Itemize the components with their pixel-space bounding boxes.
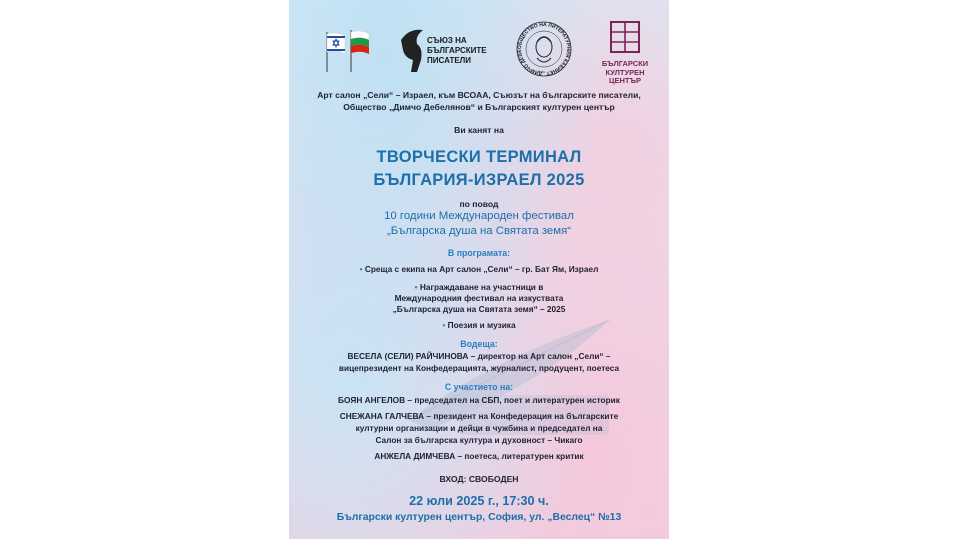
- program-item-cont: Международния фестивал на изкуствата: [394, 293, 564, 303]
- participant-line: АНЖЕЛА ДИМЧЕВА – поетеса, литературен критик: [374, 451, 584, 461]
- program-item: • Награждаване на участници в: [414, 282, 544, 292]
- seal-ring-text: ОБЩЕСТВО НА ЛИТЕРАТУРНИЯ КАБИНЕТ „ДИМЧО ДЕБЕ: [516, 21, 572, 77]
- participant-line: Салон за българска култура и духовност – Чикаго: [375, 435, 583, 445]
- occasion-line: „Българска душа на Святата земя“: [386, 225, 572, 237]
- flags-israel-bulgaria-icon: [307, 28, 371, 72]
- logo-strip: [289, 14, 669, 84]
- occasion-label: по повод: [459, 199, 499, 209]
- host-line: вицепрезидент на Конфедерацията, журналист, продуцент, поетеса: [338, 363, 620, 373]
- program-item-cont: „Българска душа на Святата земя“ – 2025: [392, 304, 566, 314]
- writers-union-line: ПИСАТЕЛИ: [427, 56, 472, 65]
- cultural-center-line: КУЛТУРЕН: [605, 67, 645, 77]
- organizers-line: Общество „Димчо Дебелянов“ и Българският културен център: [343, 102, 615, 112]
- cultural-center-logo: [595, 20, 655, 86]
- host-line: ВЕСЕЛА (СЕЛИ) РАЙЧИНОВА – директор на Арт салон „Сели“ –: [347, 351, 611, 361]
- winged-horse-icon: [397, 26, 427, 76]
- participants-heading: С участието на:: [444, 382, 514, 392]
- event-poster: [289, 0, 669, 539]
- event-date: 22 юли 2025 г., 17:30 ч.: [409, 494, 549, 508]
- participant-line: БОЯН АНГЕЛОВ – председател на СБП, поет и литературен историк: [338, 395, 620, 405]
- bkc-monogram-icon: [609, 20, 641, 56]
- writers-union-line: БЪЛГАРСКИТЕ: [427, 46, 487, 55]
- occasion-line: 10 години Международен фестивал: [384, 210, 574, 222]
- debelyanov-society-seal: [515, 20, 573, 78]
- cultural-center-line: БЪЛГАРСКИ: [601, 59, 649, 68]
- cultural-center-line: ЦЕНТЪР: [608, 76, 641, 85]
- program-item: • Среща с екипа на Арт салон „Сели“ – гр. Бат Ям, Израел: [359, 264, 599, 274]
- event-venue: Български културен център, София, ул. „Веслец“ №13: [336, 512, 622, 523]
- participant-line: културни организации и дейци в чужбина и председател на: [355, 423, 603, 433]
- host-heading: Водеща:: [460, 339, 498, 349]
- bullet-icon: •: [442, 320, 448, 330]
- writers-union-line: СЪЮЗ НА: [427, 36, 467, 45]
- bullet-icon: •: [359, 264, 365, 274]
- entry-text: ВХОД: СВОБОДЕН: [439, 474, 519, 484]
- bullet-icon: •: [414, 282, 420, 292]
- program-item: • Поезия и музика: [442, 320, 516, 330]
- event-title-line: ТВОРЧЕСКИ ТЕРМИНАЛ: [376, 148, 582, 166]
- organizers-line: Арт салон „Сели“ – Израел, към ВСОАА, Съюзът на българските писатели,: [317, 90, 641, 100]
- invite-text: Ви канят на: [454, 125, 504, 135]
- writers-union-logo: [397, 26, 487, 76]
- participant-line: СНЕЖАНА ГАЛЧЕВА – президент на Конфедерация на българските: [339, 411, 619, 421]
- event-title-line: БЪЛГАРИЯ-ИЗРАЕЛ 2025: [373, 171, 585, 189]
- program-heading: В програмата:: [447, 248, 511, 258]
